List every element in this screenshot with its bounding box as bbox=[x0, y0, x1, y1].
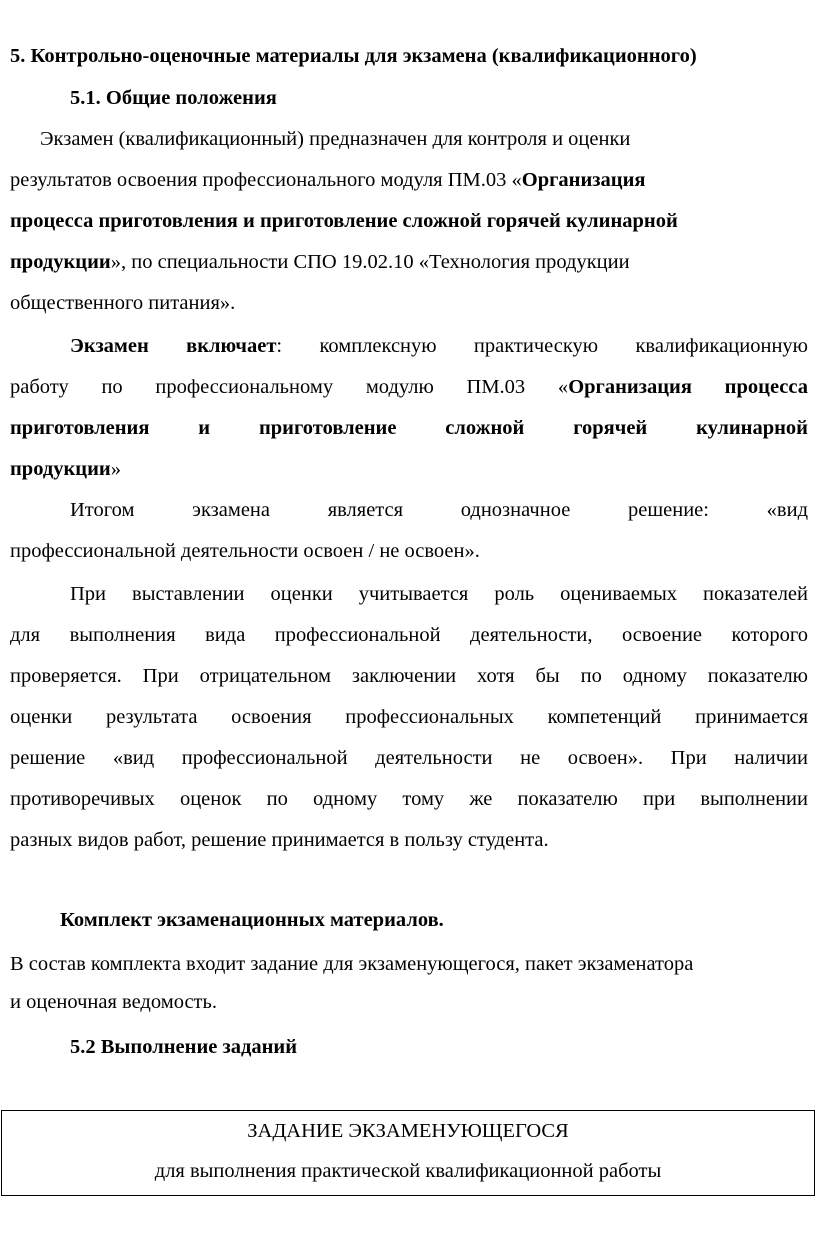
p1-line-4: продукции», по специальности СПО 19.02.10 «Технология продукции bbox=[10, 251, 630, 273]
p4-line-1: При выставлении оценки учитывается роль оцениваемых показателей bbox=[70, 583, 808, 605]
kit-line-2: и оценочная ведомость. bbox=[10, 991, 217, 1013]
p2-line-3: приготовления и приготовление сложной горячей кулинарной bbox=[10, 417, 808, 439]
p2-line-4: продукции» bbox=[10, 458, 121, 480]
p2-line-2: работу по профессиональному модулю ПМ.03 «Организация процесса bbox=[10, 376, 808, 398]
task-subtitle: для выполнения практической квалификационной работы bbox=[154, 1160, 662, 1182]
kit-line-1: В состав комплекта входит задание для экзаменующегося, пакет экзаменатора bbox=[10, 953, 694, 975]
section-heading: 5. Контрольно-оценочные материалы для экзамена (квалификационного) bbox=[10, 45, 697, 67]
kit-heading: Комплект экзаменационных материалов. bbox=[60, 909, 444, 931]
p1-line-5: общественного питания». bbox=[10, 292, 236, 314]
p4-line-6: противоречивых оценок по одному тому же показателю при выполнении bbox=[10, 788, 808, 810]
p4-line-3: проверяется. При отрицательном заключении хотя бы по одному показателю bbox=[10, 665, 808, 687]
p4-line-5: решение «вид профессиональной деятельности не освоен». При наличии bbox=[10, 747, 808, 769]
p1-line-3: процесса приготовления и приготовление сложной горячей кулинарной bbox=[10, 210, 678, 232]
subsection-heading: 5.1. Общие положения bbox=[70, 87, 277, 109]
p3-line-1: Итогом экзамена является однозначное решение: «вид bbox=[70, 499, 808, 521]
section-5-2-heading: 5.2 Выполнение заданий bbox=[70, 1036, 298, 1058]
p4-line-2: для выполнения вида профессиональной деятельности, освоение которого bbox=[10, 624, 808, 646]
task-title: ЗАДАНИЕ ЭКЗАМЕНУЮЩЕГОСЯ bbox=[247, 1120, 569, 1142]
p3-line-2: профессиональной деятельности освоен / не освоен». bbox=[10, 540, 480, 562]
p1-line-2: результатов освоения профессионального модуля ПМ.03 «Организация bbox=[10, 169, 646, 191]
p4-line-7: разных видов работ, решение принимается в пользу студента. bbox=[10, 829, 549, 851]
p2-line-1: Экзамен включает: комплексную практическую квалификационную bbox=[70, 335, 808, 357]
task-box bbox=[1, 1110, 815, 1196]
p4-line-4: оценки результата освоения профессиональных компетенций принимается bbox=[10, 706, 808, 728]
p1-line-1: Экзамен (квалификационный) предназначен для контроля и оценки bbox=[40, 128, 631, 150]
